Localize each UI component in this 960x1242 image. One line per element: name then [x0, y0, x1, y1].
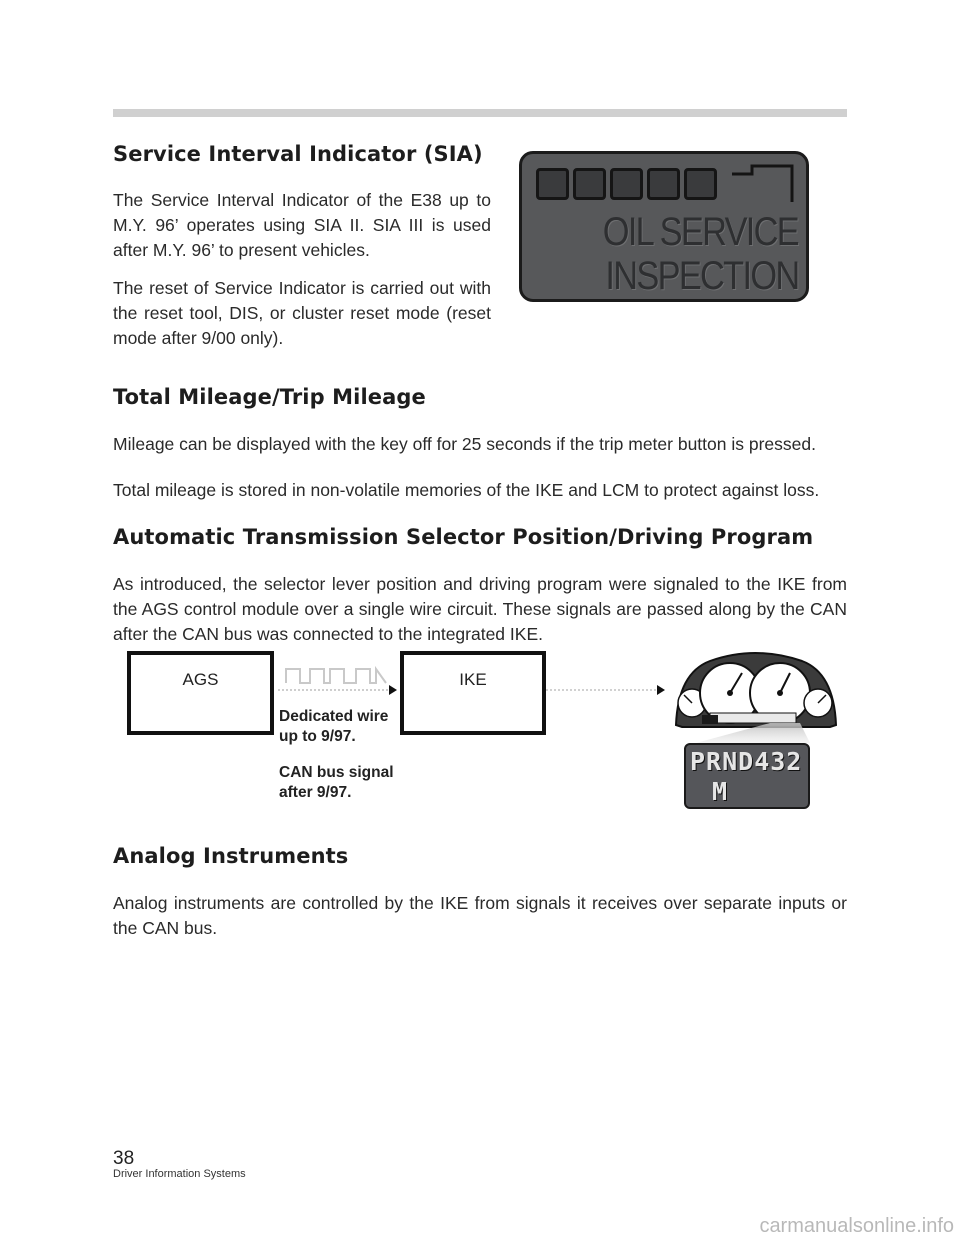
section-title-mileage: Total Mileage/Trip Mileage	[113, 385, 426, 409]
can-bus-line-1: CAN bus signal	[279, 764, 394, 781]
sia-display-image	[519, 151, 809, 302]
ike-box-label: IKE	[459, 670, 487, 689]
section-title-transmission: Automatic Transmission Selector Position/Driving Program	[113, 525, 814, 549]
mileage-paragraph-2: Total mileage is stored in non-volatile memories of the IKE and LCM to protect against loss.	[113, 480, 820, 500]
sia-segment-4	[647, 168, 680, 200]
signal-connections	[274, 655, 674, 715]
ike-to-cluster-arrowhead	[657, 685, 665, 695]
dedicated-wire-line-2: up to 9/97.	[279, 728, 356, 745]
sia-paragraph-1: The Service Interval Indicator of the E38 up to M.Y. 96’ operates using SIA II. SIA III is used after M.Y. 96’ to present vehicles.	[113, 190, 491, 260]
analog-paragraph-1: Analog instruments are controlled by the IKE from signals it receives over separate inputs or the CAN bus.	[113, 893, 847, 938]
transmission-paragraph-1: As introduced, the selector lever position and driving program were signaled to the IKE from the AGS control module over a single wire circuit. These signals are passed along by the CAN after the CAN bus was connected to the integrated IKE.	[113, 574, 847, 644]
sia-segment-3	[610, 168, 643, 200]
sia-segment-2	[573, 168, 606, 200]
cluster-lower-lcd	[710, 713, 796, 723]
ags-box-label: AGS	[182, 670, 219, 689]
can-bus-label	[279, 763, 394, 803]
footer-title: Driver Information Systems	[113, 1168, 246, 1180]
dedicated-wire-line-1: Dedicated wire	[279, 708, 389, 725]
ags-box	[127, 651, 274, 735]
can-bus-line-2: after 9/97.	[279, 784, 352, 801]
top-rule	[113, 109, 847, 117]
ags-to-ike-arrowhead	[389, 685, 397, 695]
gear-positions-text: PRND432	[690, 747, 803, 776]
watermark: carmanualsonline.info	[759, 1215, 954, 1237]
sia-segment-1	[536, 168, 569, 200]
sia-bracket-shape	[730, 164, 794, 204]
square-wave-signal	[286, 669, 386, 683]
gear-mode-text: M	[712, 777, 728, 806]
mileage-paragraph-1: Mileage can be displayed with the key off for 25 seconds if the trip meter button is pressed.	[113, 434, 816, 454]
gauge-right-small	[804, 689, 832, 717]
gear-position-display	[684, 743, 810, 809]
sia-paragraph-2: The reset of Service Indicator is carried out with the reset tool, DIS, or cluster reset mode (reset mode after 9/00 only).	[113, 278, 491, 348]
page-number: 38	[113, 1148, 135, 1169]
sia-segment-5	[684, 168, 717, 200]
section-title-sia: Service Interval Indicator (SIA)	[113, 142, 483, 166]
section-title-analog: Analog Instruments	[113, 844, 349, 868]
sia-oil-service-text: OIL SERVICE	[602, 210, 798, 254]
cluster-gear-window	[702, 715, 718, 724]
sia-inspection-text: INSPECTION	[604, 254, 798, 298]
dedicated-wire-label	[279, 707, 388, 747]
